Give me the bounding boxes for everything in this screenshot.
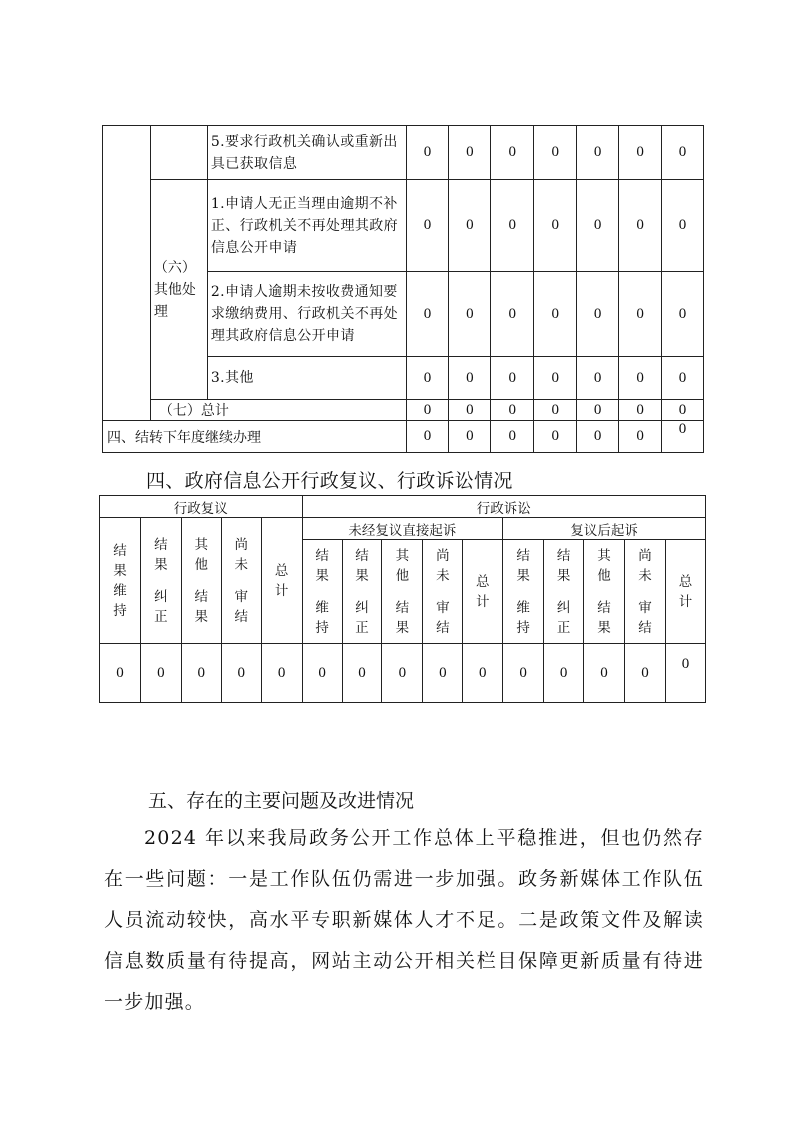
cell-value: 0 <box>619 357 662 400</box>
cell-value: 0 <box>662 357 704 400</box>
cell-value: 0 <box>619 272 662 357</box>
col-header: 尚 未 审 结 <box>624 540 665 644</box>
cell-value: 0 <box>382 644 423 703</box>
cell-value: 0 <box>449 180 491 272</box>
row-label: 3.其他 <box>207 357 406 400</box>
col-header: 总 计 <box>463 540 503 644</box>
table-row <box>103 180 704 272</box>
cell-value: 0 <box>534 180 577 272</box>
row-label: 5.要求行政机关确认或重新出具已获取信息 <box>207 126 406 180</box>
cell-value: 0 <box>491 272 534 357</box>
col-header: 结 果 纠 正 <box>544 540 584 644</box>
col-header: 尚 未 审 结 <box>423 540 463 644</box>
cell-value: 0 <box>577 272 619 357</box>
section-5-paragraph: 2024 年以来我局政务公开工作总体上平稳推进，但也仍然存在一些问题：一是工作队伍仍需进一步加强。政务新媒体工作队伍人员流动较快，高水平专职新媒体人才不足。二是政策文件及解读信息数质量有待提高，网站主动公开相关栏目保障更新质量有待进一步加强。 <box>104 827 704 1013</box>
cell-value: 0 <box>534 272 577 357</box>
cell-value: 0 <box>491 357 534 400</box>
cell-value: 0 <box>662 400 704 421</box>
cell-value: 0 <box>503 644 544 703</box>
col-header: 其 他 结 果 <box>584 540 625 644</box>
cell-value: 0 <box>662 180 704 272</box>
cell-value: 0 <box>662 126 704 180</box>
cell-value: 0 <box>662 272 704 357</box>
after-review-header: 复议后起诉 <box>503 518 706 540</box>
section-4-heading: 四、政府信息公开行政复议、行政诉讼情况 <box>146 470 513 492</box>
cell-value: 0 <box>491 180 534 272</box>
cell-value: 0 <box>449 400 491 421</box>
cell-value: 0 <box>619 180 662 272</box>
col-header: 结 果 纠 正 <box>342 540 382 644</box>
cell-value: 0 <box>463 644 503 703</box>
cell-value: 0 <box>577 421 619 453</box>
table-row <box>103 421 704 453</box>
cell-value: 0 <box>534 357 577 400</box>
disposition-table <box>102 125 704 453</box>
row-label: 2.申请人逾期未按收费通知要求缴纳费用、行政机关不再处理其政府信息公开申请 <box>207 272 406 357</box>
carryover-label: 四、结转下年度继续办理 <box>103 421 407 453</box>
col-header: 其 他 结 果 <box>382 540 423 644</box>
cell-value: 0 <box>577 180 619 272</box>
cell-value: 0 <box>491 400 534 421</box>
cell-value: 0 <box>534 126 577 180</box>
cell-value: 0 <box>100 644 141 703</box>
cell-value: 0 <box>406 357 449 400</box>
cell-value: 0 <box>491 126 534 180</box>
cell-value: 0 <box>577 126 619 180</box>
cell-value: 0 <box>619 126 662 180</box>
cell-value: 0 <box>534 421 577 453</box>
total-label: （七）总计 <box>150 400 406 421</box>
review-header: 行政复议 <box>100 496 303 518</box>
table-row <box>103 126 704 180</box>
cell-value: 0 <box>449 126 491 180</box>
cell-value: 0 <box>406 126 449 180</box>
section-5-heading: 五、存在的主要问题及改进情况 <box>148 790 415 812</box>
cell-value: 0 <box>665 644 705 703</box>
section-6-label: （六）其他处理 <box>150 180 207 400</box>
cell-value: 0 <box>261 644 302 703</box>
cell-value: 0 <box>534 400 577 421</box>
col-header: 结 果 纠 正 <box>140 518 181 644</box>
cell-value: 0 <box>406 272 449 357</box>
group-cell-5 <box>150 126 207 180</box>
cell-value: 0 <box>449 421 491 453</box>
cell-value: 0 <box>577 357 619 400</box>
cell-value: 0 <box>140 644 181 703</box>
litigation-header: 行政诉讼 <box>302 496 705 518</box>
cell-value: 0 <box>544 644 584 703</box>
cell-value: 0 <box>449 272 491 357</box>
row-label: 1.申请人无正当理由逾期不补正、行政机关不再处理其政府信息公开申请 <box>207 180 406 272</box>
cell-value: 0 <box>406 421 449 453</box>
col-header: 结 果 维 持 <box>302 540 342 644</box>
cell-value: 0 <box>181 644 221 703</box>
cell-value: 0 <box>423 644 463 703</box>
col-header: 其 他 结 果 <box>181 518 221 644</box>
table-row <box>100 644 706 703</box>
cell-value: 0 <box>221 644 261 703</box>
cell-value: 0 <box>624 644 665 703</box>
cell-value: 0 <box>577 400 619 421</box>
table-row <box>103 400 704 421</box>
col-header: 结 果 维 持 <box>503 540 544 644</box>
table-row <box>100 496 706 518</box>
outer-group-cell <box>103 126 151 421</box>
cell-value: 0 <box>449 357 491 400</box>
cell-value: 0 <box>619 421 662 453</box>
col-header: 结 果 维 持 <box>100 518 141 644</box>
table-row <box>100 518 706 540</box>
col-header: 总 计 <box>665 540 705 644</box>
direct-suit-header: 未经复议直接起诉 <box>302 518 503 540</box>
cell-value: 0 <box>491 421 534 453</box>
cell-value: 0 <box>302 644 342 703</box>
cell-value: 0 <box>406 400 449 421</box>
cell-value: 0 <box>619 400 662 421</box>
col-header: 尚 未 审 结 <box>221 518 261 644</box>
cell-value: 0 <box>406 180 449 272</box>
cell-value: 0 <box>342 644 382 703</box>
review-litigation-table <box>99 495 706 703</box>
col-header: 总 计 <box>261 518 302 644</box>
cell-value: 0 <box>584 644 625 703</box>
cell-value: 0 <box>662 421 704 453</box>
